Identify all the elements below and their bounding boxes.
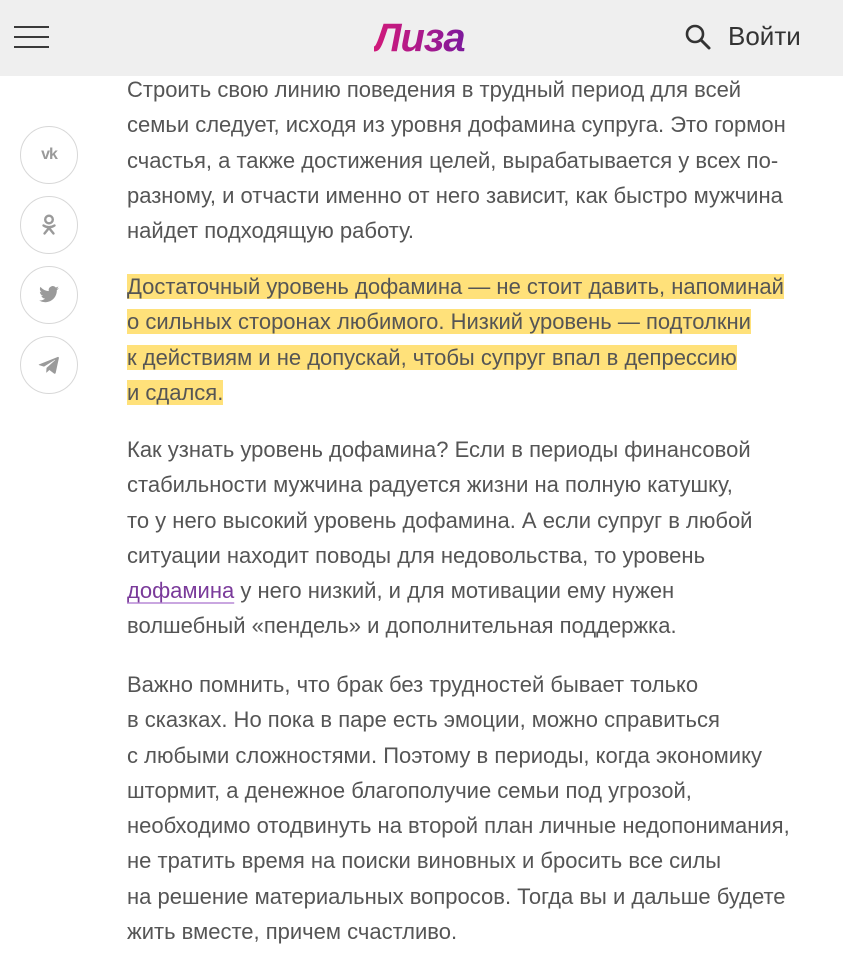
text-line: ситуации находит поводы для недовольства, то уровень (127, 542, 706, 568)
share-odnoklassniki-button[interactable] (20, 196, 78, 254)
highlighted-line: к действиям и не допускай, чтобы супруг впал в депрессию (127, 344, 737, 370)
text-line: семьи следует, исходя из уровня дофамина супруга. Это гормон (127, 112, 786, 138)
text-line: штормит, а денежное благополучие семьи под угрозой, (127, 777, 692, 803)
text-line: не тратить время на поиски виновных и бросить все силы (127, 848, 722, 874)
article-paragraph (127, 432, 752, 644)
menu-icon[interactable] (14, 24, 50, 50)
dopamine-link[interactable]: дофамина (127, 578, 235, 604)
site-logo[interactable]: Лиза (374, 12, 465, 64)
share-twitter-button[interactable] (20, 266, 78, 324)
highlighted-quote (127, 269, 784, 410)
twitter-icon (38, 286, 60, 304)
text-line: необходимо отодвинуть на второй план личные недопонимания, (127, 813, 790, 839)
telegram-icon (38, 355, 60, 375)
highlighted-line: Достаточный уровень дофамина — не стоит давить, напоминай (127, 274, 784, 299)
share-telegram-button[interactable] (20, 336, 78, 394)
text-fragment: у него низкий, и для мотивации ему нужен (234, 578, 675, 604)
article-paragraph (127, 72, 786, 248)
vk-icon: vk (41, 146, 57, 163)
text-line: в сказках. Но пока в паре есть эмоции, можно справиться (127, 707, 720, 733)
highlighted-line: о сильных сторонах любимого. Низкий уровень — подтолкни (127, 309, 751, 335)
text-line: Строить свою линию поведения в трудный период для всей (127, 77, 742, 102)
login-button[interactable]: Войти (728, 21, 801, 51)
text-line: стабильности мужчина радуется жизни на полную катушку, (127, 472, 733, 498)
text-line: счастья, а также достижения целей, вырабатывается у всех по- (127, 147, 779, 173)
search-icon[interactable] (684, 23, 712, 51)
text-line: Важно помнить, что брак без трудностей бывает только (127, 672, 699, 697)
top-navigation-bar (0, 0, 843, 76)
text-line: жить вместе, причем счастливо. (127, 919, 458, 945)
share-vk-button[interactable] (20, 126, 78, 184)
text-line: с любыми сложностями. Поэтому в периоды, когда экономику (127, 742, 762, 768)
text-line (127, 573, 752, 608)
text-line: разному, и отчасти именно от него зависит, как быстро мужчина (127, 182, 783, 208)
highlighted-line: и сдался. (127, 379, 224, 405)
article-paragraph (127, 667, 790, 949)
text-line: Как узнать уровень дофамина? Если в периоды финансовой (127, 437, 751, 462)
text-line: найдет подходящую работу. (127, 218, 414, 244)
text-line: на решение материальных вопросов. Тогда вы и дальше будете (127, 883, 786, 909)
text-line: то у него высокий уровень дофамина. А если супруг в любой (127, 507, 753, 533)
text-line: волшебный «пендель» и дополнительная поддержка. (127, 613, 677, 639)
odnoklassniki-icon (41, 214, 57, 236)
